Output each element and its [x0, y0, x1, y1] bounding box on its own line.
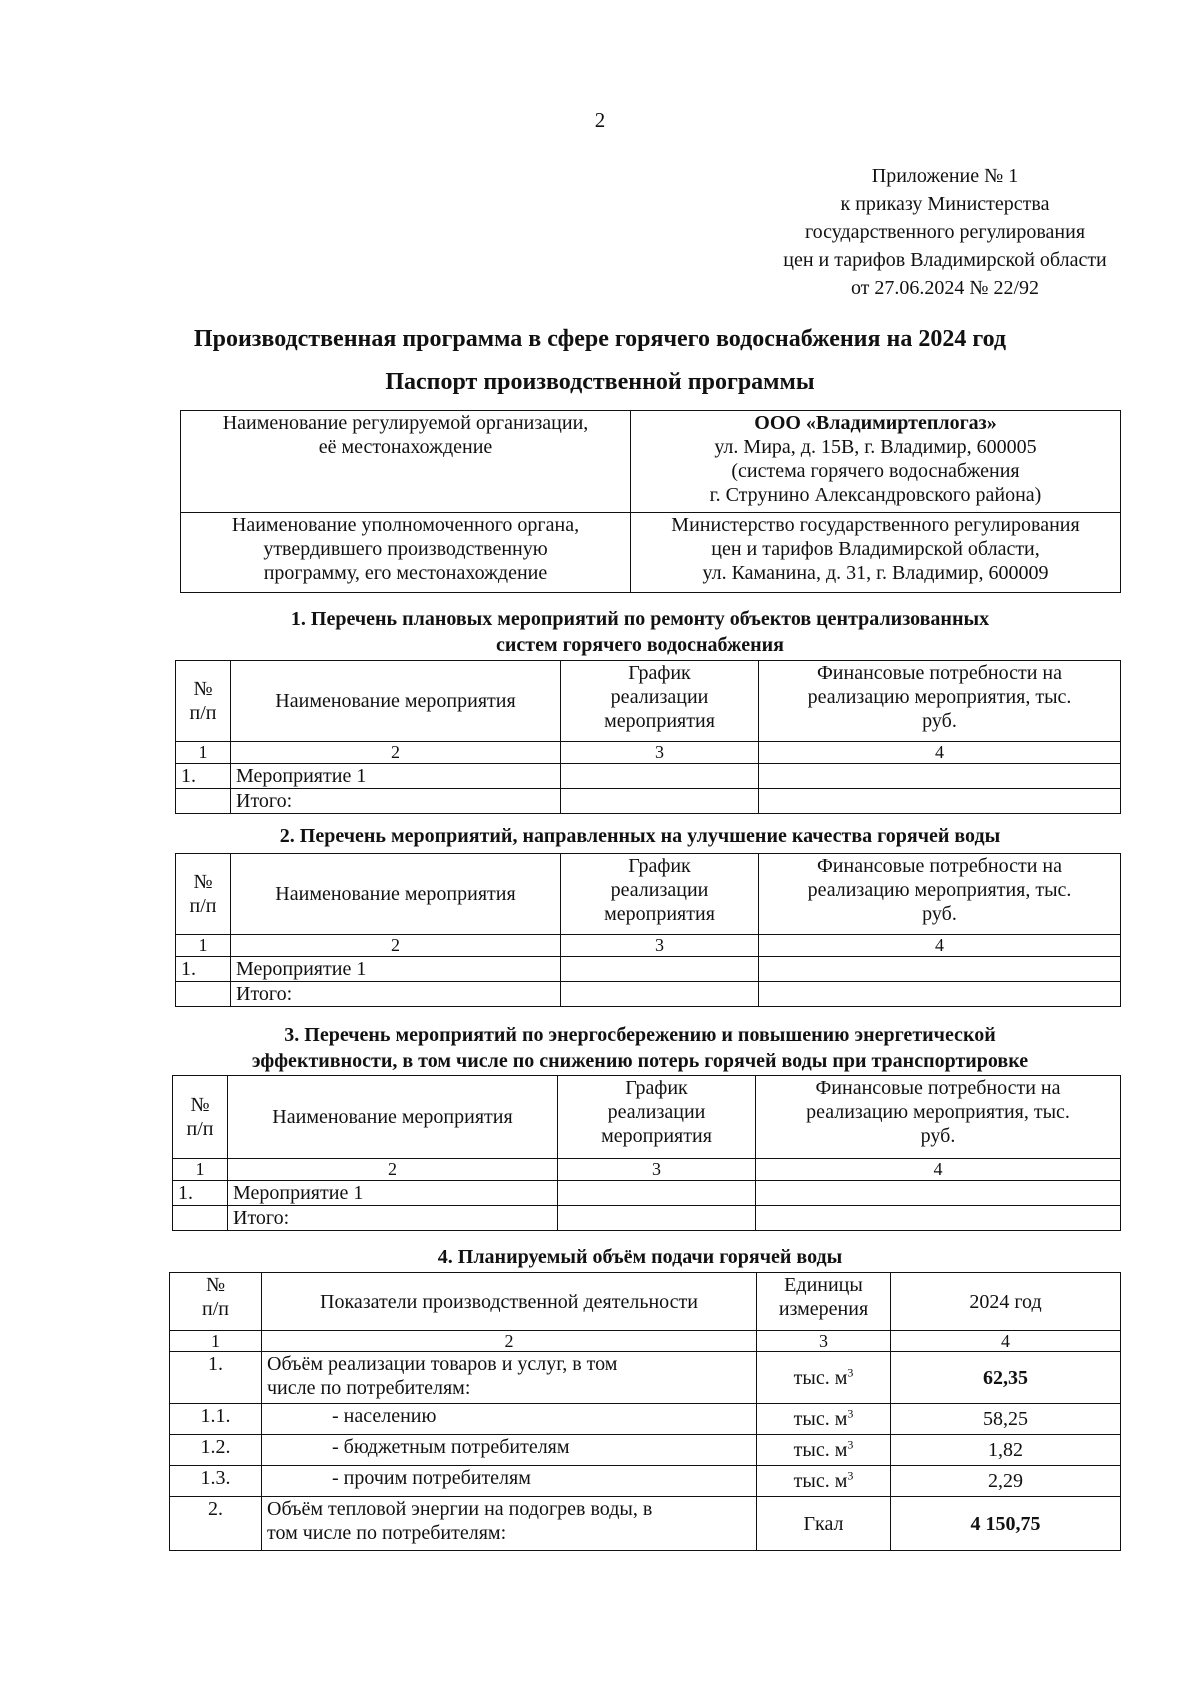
- column-number: 2: [228, 1159, 558, 1181]
- table-header-row: [170, 1273, 1121, 1331]
- column-number-row: [173, 1159, 1121, 1181]
- table-row: [176, 957, 1121, 982]
- total-label: Итого:: [231, 789, 561, 814]
- appendix-line: от 27.06.2024 № 22/92: [850, 277, 1040, 299]
- indicator-value: 1,82: [891, 1435, 1121, 1466]
- events-table: [175, 853, 1121, 1007]
- events-table: [175, 660, 1121, 814]
- row-number: 1.1.: [170, 1404, 262, 1435]
- column-number-row: [176, 935, 1121, 957]
- column-number: 2: [231, 935, 561, 957]
- indicator-name: - бюджетным потребителям: [262, 1435, 757, 1466]
- column-number: 3: [561, 935, 759, 957]
- text-line: (система горячего водоснабжения: [731, 460, 1020, 482]
- appendix-line: Приложение № 1: [871, 165, 1019, 187]
- event-schedule: [561, 764, 759, 789]
- event-schedule: [558, 1206, 756, 1231]
- header-cell: Финансовые потребности на реализацию мероприятия, тыс. руб.: [756, 1076, 1121, 1159]
- column-number: 2: [262, 1331, 757, 1352]
- volume-table: [169, 1272, 1121, 1551]
- passport-table: [180, 410, 1121, 593]
- document-title: Производственная программа в сфере горячего водоснабжения на 2024 год: [193, 326, 1007, 352]
- column-number: 4: [759, 935, 1121, 957]
- indicator-name: Объём реализации товаров и услуг, в том числе по потребителям:: [262, 1352, 757, 1404]
- indicator-value: 62,35: [891, 1352, 1121, 1404]
- section-title: [160, 1022, 1120, 1074]
- text-line: систем горячего водоснабжения: [496, 634, 784, 656]
- indicator-name: Объём тепловой энергии на подогрев воды, в том числе по потребителям:: [262, 1497, 757, 1551]
- row-number: 2.: [170, 1497, 262, 1551]
- row-number: 1.: [170, 1352, 262, 1404]
- text-line: эффективности, в том числе по снижению потерь горячей воды при транспортировке: [251, 1050, 1029, 1072]
- unit-cell: Гкал: [757, 1497, 891, 1551]
- column-number: 2: [231, 742, 561, 764]
- column-number: 3: [757, 1331, 891, 1352]
- table-row: [170, 1466, 1121, 1497]
- header-cell: Наименование мероприятия: [231, 854, 561, 935]
- header-cell: График реализации мероприятия: [558, 1076, 756, 1159]
- passport-title: Паспорт производственной программы: [385, 369, 815, 395]
- header-cell: 2024 год: [891, 1273, 1121, 1331]
- unit-cell: тыс. $м^3$: [757, 1352, 891, 1404]
- table-row: [170, 1404, 1121, 1435]
- text-line: ул. Мира, д. 15В, г. Владимир, 600005: [714, 436, 1037, 458]
- header-cell: Финансовые потребности на реализацию мероприятия, тыс. руб.: [759, 661, 1121, 742]
- column-number: 1: [173, 1159, 228, 1181]
- event-finance: [759, 764, 1121, 789]
- column-number: 1: [176, 935, 231, 957]
- column-number: 3: [558, 1159, 756, 1181]
- table-row: [170, 1352, 1121, 1404]
- row-number: 1.3.: [170, 1466, 262, 1497]
- passport-row: [181, 411, 1121, 513]
- event-name: Мероприятие 1: [231, 764, 561, 789]
- appendix-line: к приказу Министерства: [840, 193, 1050, 215]
- organization-name: ООО «Владимиртеплогаз»: [754, 412, 997, 434]
- event-finance: [759, 789, 1121, 814]
- header-cell: № п/п: [176, 854, 231, 935]
- column-number: 1: [170, 1331, 262, 1352]
- text-line: ул. Каманина, д. 31, г. Владимир, 600009: [702, 562, 1049, 584]
- appendix-block: [720, 162, 1170, 302]
- column-number: 4: [891, 1331, 1121, 1352]
- passport-value-cell: [631, 513, 1121, 593]
- text-line: 1. Перечень плановых мероприятий по ремонту объектов централизованных: [290, 608, 990, 630]
- table-row: [173, 1206, 1121, 1231]
- event-name: Мероприятие 1: [231, 957, 561, 982]
- event-finance: [756, 1181, 1121, 1206]
- indicator-value: 4 150,75: [891, 1497, 1121, 1551]
- header-cell: № п/п: [170, 1273, 262, 1331]
- table-row: [176, 982, 1121, 1007]
- header-cell: График реализации мероприятия: [561, 854, 759, 935]
- row-number: 1.: [176, 764, 231, 789]
- table-row: [176, 789, 1121, 814]
- event-schedule: [561, 982, 759, 1007]
- page-number: 2: [594, 108, 606, 132]
- row-number: [176, 982, 231, 1007]
- text-line: 2. Перечень мероприятий, направленных на улучшение качества горячей воды: [279, 825, 1001, 847]
- total-label: Итого:: [231, 982, 561, 1007]
- text-line: утвердившего производственную: [263, 538, 548, 560]
- column-number: 1: [176, 742, 231, 764]
- table-header-row: [176, 854, 1121, 935]
- column-number-row: [176, 742, 1121, 764]
- total-label: Итого:: [228, 1206, 558, 1231]
- row-number: [176, 789, 231, 814]
- column-number: 3: [561, 742, 759, 764]
- table-row: [170, 1497, 1121, 1551]
- indicator-value: 2,29: [891, 1466, 1121, 1497]
- text-line: программу, его местонахождение: [263, 562, 548, 584]
- column-number: 4: [759, 742, 1121, 764]
- section-title: [160, 823, 1120, 849]
- header-cell: № п/п: [173, 1076, 228, 1159]
- column-number: 4: [756, 1159, 1121, 1181]
- passport-label-cell: [181, 513, 631, 593]
- text-line: 3. Перечень мероприятий по энергосбережению и повышению энергетической: [284, 1024, 996, 1046]
- indicator-value: 58,25: [891, 1404, 1121, 1435]
- passport-row: [181, 513, 1121, 593]
- header-cell: Финансовые потребности на реализацию мероприятия, тыс. руб.: [759, 854, 1121, 935]
- event-finance: [759, 982, 1121, 1007]
- header-cell: Наименование мероприятия: [231, 661, 561, 742]
- text-line: Наименование уполномоченного органа,: [231, 514, 580, 536]
- section-title: [160, 606, 1120, 658]
- header-cell: Наименование мероприятия: [228, 1076, 558, 1159]
- indicator-name: - населению: [262, 1404, 757, 1435]
- header-cell: График реализации мероприятия: [561, 661, 759, 742]
- column-number-row: [170, 1331, 1121, 1352]
- appendix-line: государственного регулирования: [804, 221, 1086, 243]
- event-schedule: [561, 789, 759, 814]
- unit-cell: тыс. $м^3$: [757, 1466, 891, 1497]
- events-table: [172, 1075, 1121, 1231]
- event-schedule: [561, 957, 759, 982]
- event-finance: [759, 957, 1121, 982]
- table-row: [176, 764, 1121, 789]
- table-row: [170, 1435, 1121, 1466]
- text-line: её местонахождение: [318, 436, 493, 458]
- appendix-line: цен и тарифов Владимирской области: [783, 249, 1107, 271]
- row-number: 1.2.: [170, 1435, 262, 1466]
- section-title: [160, 1244, 1120, 1270]
- event-name: Мероприятие 1: [228, 1181, 558, 1206]
- text-line: Наименование регулируемой организации,: [222, 412, 589, 434]
- event-finance: [756, 1206, 1121, 1231]
- row-number: 1.: [176, 957, 231, 982]
- table-header-row: [173, 1076, 1121, 1159]
- text-line: 4. Планируемый объём подачи горячей воды: [437, 1246, 843, 1268]
- unit-cell: тыс. $м^3$: [757, 1435, 891, 1466]
- text-line: г. Струнино Александровского района): [709, 484, 1042, 506]
- passport-value-cell: [631, 411, 1121, 513]
- event-schedule: [558, 1181, 756, 1206]
- table-row: [173, 1181, 1121, 1206]
- text-line: цен и тарифов Владимирской области,: [711, 538, 1040, 560]
- passport-label-cell: [181, 411, 631, 513]
- table-header-row: [176, 661, 1121, 742]
- header-cell: № п/п: [176, 661, 231, 742]
- header-cell: Единицы измерения: [757, 1273, 891, 1331]
- row-number: [173, 1206, 228, 1231]
- unit-cell: тыс. $м^3$: [757, 1404, 891, 1435]
- row-number: 1.: [173, 1181, 228, 1206]
- header-cell: Показатели производственной деятельности: [262, 1273, 757, 1331]
- text-line: Министерство государственного регулирования: [671, 514, 1080, 536]
- indicator-name: - прочим потребителям: [262, 1466, 757, 1497]
